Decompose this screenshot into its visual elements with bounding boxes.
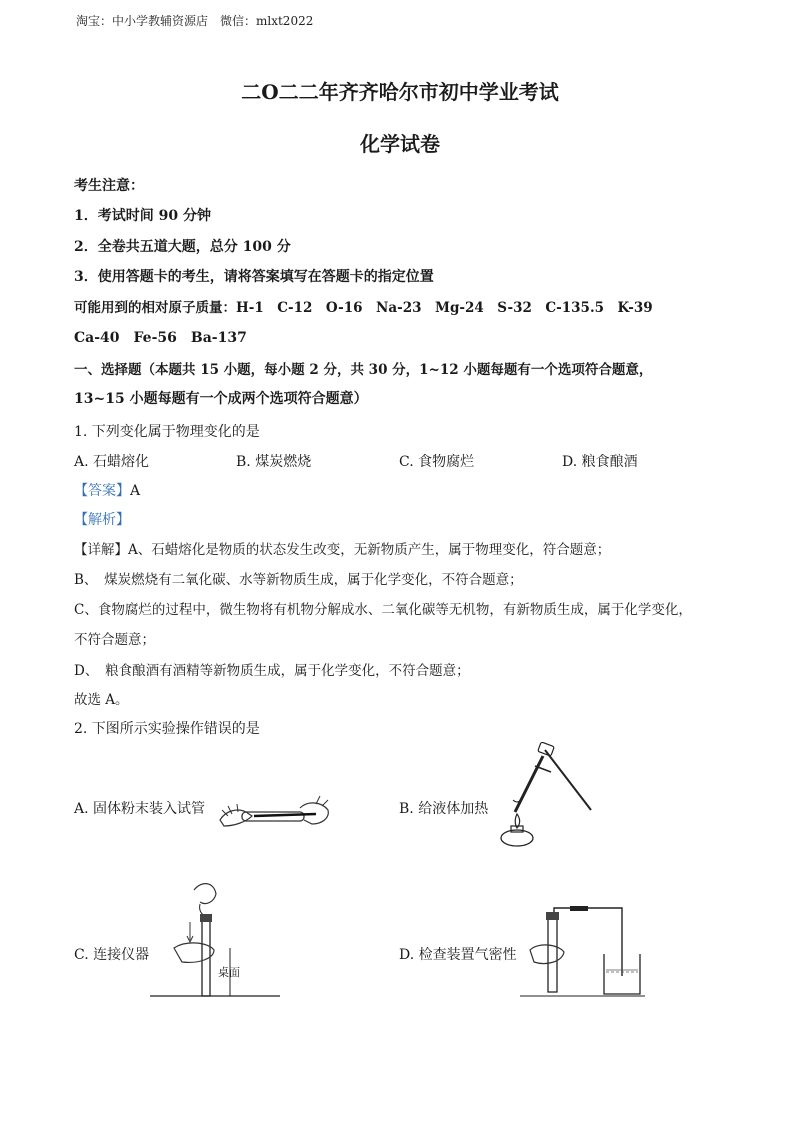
option-a: A. 固体粉末装入试管: [74, 801, 206, 817]
figure-airtightness-check: [520, 906, 645, 998]
question-stem: 2. 下图所示实验操作错误的是: [74, 721, 260, 737]
option-d: D. 检查装置气密性: [399, 947, 517, 963]
notice-heading: 考生注意：: [74, 178, 144, 194]
figure-heating-liquid: [495, 742, 597, 850]
question-stem: 1. 下列变化属于物理变化的是: [74, 424, 260, 440]
section-heading: 一、选择题（本题共 15 小题，每小题 2 分，共 30 分，1~12 小题每题有一个选项符合题意，: [74, 362, 653, 378]
atomic-mass-line: 可能用到的相对原子质量：H-1 C-12 O-16 Na-23 Mg-24 S-32 C-135.5 K-39: [74, 300, 653, 316]
notice-item: 3．使用答题卡的考生，请将答案填写在答题卡的指定位置: [74, 269, 434, 285]
option-b: B. 给液体加热: [399, 801, 489, 817]
figure-powder-into-tube: [212, 790, 336, 836]
detail-line: 【详解】A、石蜡熔化是物质的状态发生改变，无新物质产生，属于物理变化，符合题意；: [74, 542, 611, 558]
detail-line: 不符合题意；: [74, 632, 155, 648]
option-b: B. 煤炭燃烧: [236, 454, 312, 470]
answer-tag: 【答案】: [74, 483, 130, 499]
detail-line: D、 粮食酿酒有酒精等新物质生成，属于化学变化，不符合题意；: [74, 663, 470, 679]
notice-item: 1．考试时间 90 分钟: [74, 208, 211, 224]
option-c: C. 食物腐烂: [399, 454, 475, 470]
table-label: 桌面: [218, 966, 240, 979]
figure-connecting-apparatus: [150, 878, 280, 1000]
option-d: D. 粮食酿酒: [562, 454, 638, 470]
detail-line: C、食物腐烂的过程中，微生物将有机物分解成水、二氧化碳等无机物，有新物质生成，属于化学变化，: [74, 602, 692, 618]
notice-item: 2．全卷共五道大题，总分 100 分: [74, 239, 291, 255]
detail-line: 故选 A。: [74, 692, 129, 708]
analysis-tag: 【解析】: [74, 512, 130, 528]
detail-line: B、 煤炭燃烧有二氧化碳、水等新物质生成，属于化学变化，不符合题意；: [74, 572, 523, 588]
exam-title: 二O二二年齐齐哈尔市初中学业考试: [241, 80, 559, 104]
exam-subtitle: 化学试卷: [360, 132, 440, 156]
answer-line: [74, 480, 140, 500]
section-heading: 13~15 小题每题有一个成两个选项符合题意）: [74, 391, 368, 407]
option-a: A. 石蜡熔化: [74, 454, 150, 470]
answer-value: A: [130, 483, 141, 499]
option-c: C. 连接仪器: [74, 947, 150, 963]
atomic-mass-line: Ca-40 Fe-56 Ba-137: [74, 330, 247, 346]
header-note: 淘宝：中小学教辅资源店 微信：mlxt2022: [76, 14, 314, 28]
